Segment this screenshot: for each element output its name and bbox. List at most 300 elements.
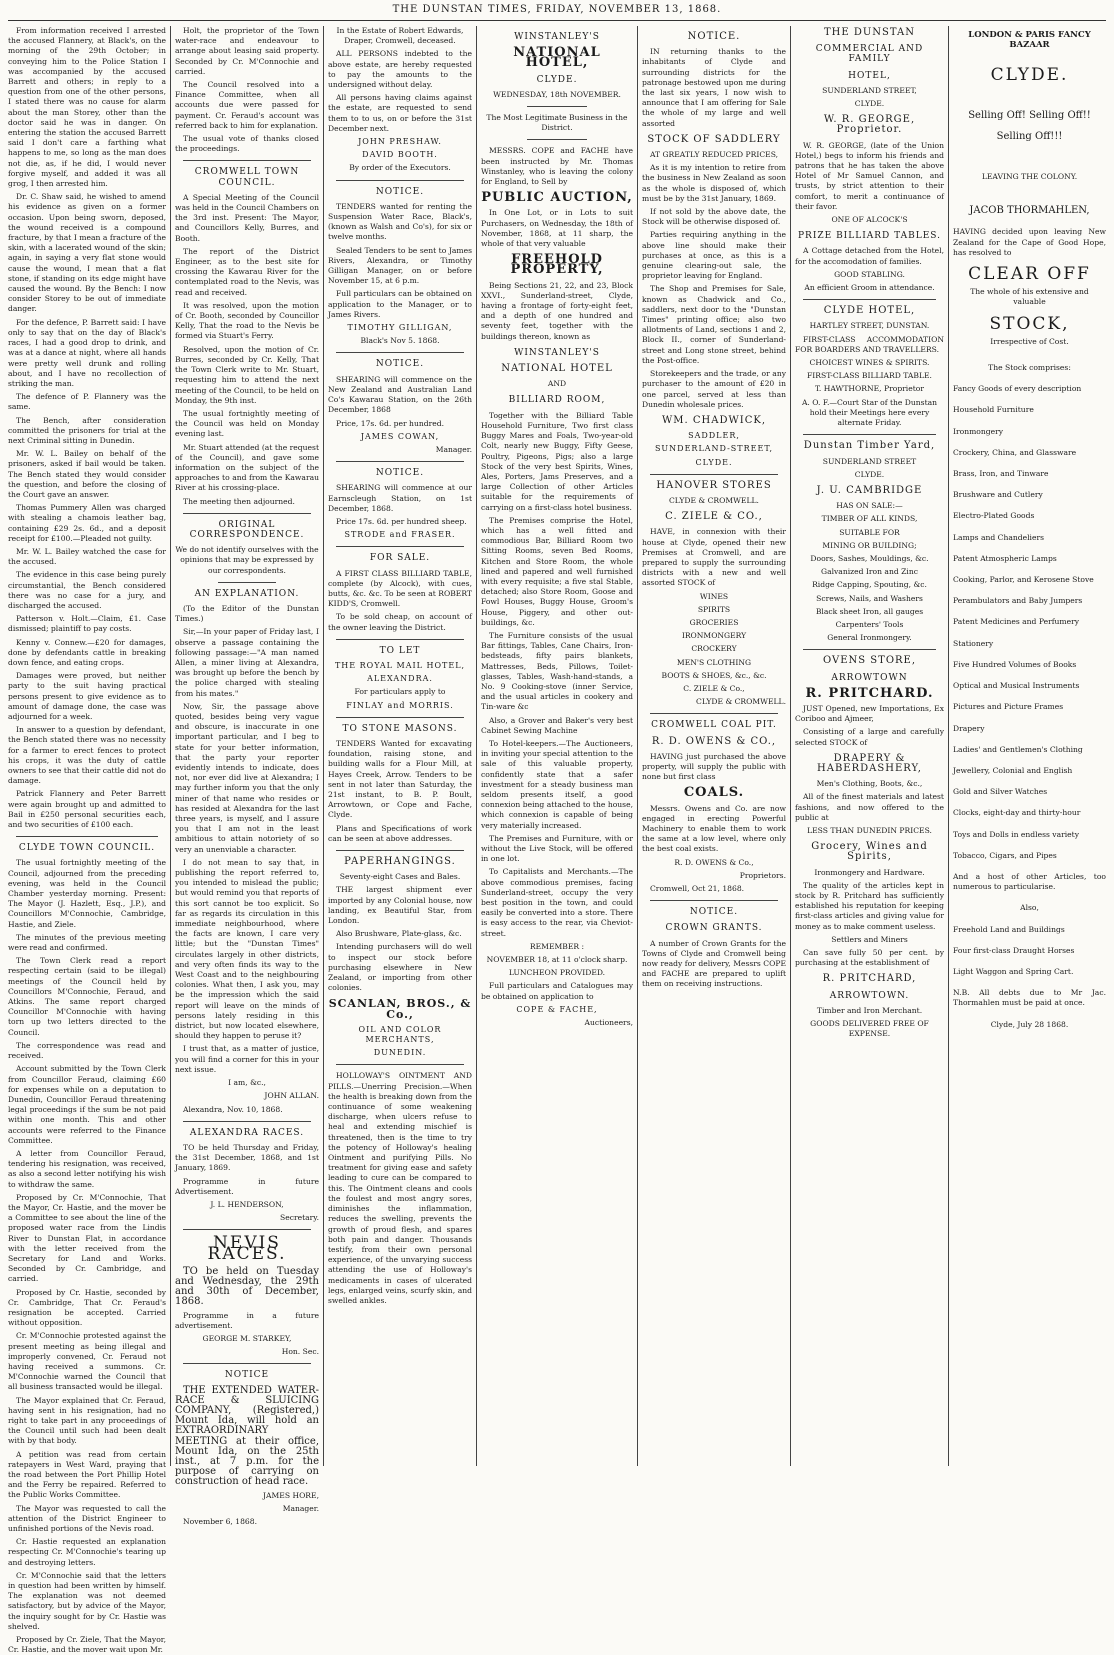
stock-item: BOOTS & SHOES, &c., &c. <box>661 670 767 680</box>
ad-title: Dunstan Timber Yard, <box>803 440 936 452</box>
divider <box>527 106 588 107</box>
ad-title: BILLIARD ROOM, <box>508 395 606 406</box>
stock-item: Toys and Dolls in endless variety <box>953 829 1079 839</box>
ad-text: Messrs. Owens and Co. are now engaged in erecting Powerful Machinery to enable them to work the same at a low level, where only the best coal exists. <box>642 803 786 854</box>
ad-title: LONDON & PARIS FANCY BAZAAR <box>968 30 1091 51</box>
stock-item: General Ironmongery. <box>827 633 912 643</box>
ad-signature: JACOB THORMAHLEN, <box>969 205 1090 217</box>
disclaimer: We do not identify ourselves with the opinions that may be expressed by our correspondents. <box>175 545 319 575</box>
news-paragraph: The minutes of the previous meeting were read and confirmed. <box>8 932 166 953</box>
stock-item: Freehold Land and Buildings <box>953 924 1065 934</box>
stock-item: IRONMONGERY <box>681 631 747 641</box>
ad-text: Full particulars and Catalogues may be obtained on application to <box>481 981 633 1001</box>
news-paragraph: Proposed by Cr. Hastie, seconded by Cr. Cambridge, That Cr. Feraud's resignation be accepted. Carried without opposition. <box>8 1287 166 1328</box>
ad-title: NOTICE. <box>375 186 425 197</box>
divider <box>650 900 778 901</box>
stock-item: Carpenters' Tools <box>835 619 904 629</box>
ad-text: SHEARING will commence on the New Zealand and Australian Land Co's Kawarau Station, on the 26th December, 1868 <box>328 374 472 415</box>
ad-title: NOTICE. <box>687 31 741 42</box>
ad-text: Plans and Specifications of work can be seen at above addresses. <box>328 823 472 843</box>
news-paragraph: A petition was read from certain ratepayers in West Ward, praying that the road between the Port Phillip Hotel and the Ferry be repaired. Referred to the Public Works Committee. <box>8 1449 166 1500</box>
ad-signature: Hon. Sec. <box>281 1347 319 1357</box>
news-paragraph: Mr. W. L. Bailey watched the case for the accused. <box>8 546 166 567</box>
stock-item: Household Furniture <box>953 405 1034 415</box>
ad-title: NOTICE. <box>689 907 739 918</box>
ad-text: CHOICEST WINES & SPIRITS. <box>809 358 930 368</box>
divider <box>336 639 464 640</box>
ad-signature: Auctioneers, <box>584 1018 633 1028</box>
ad-text: THE EXTENDED WATER-RACE & SLUICING COMPANY, (Registered,) Mount Ida, will hold an EXTRAORDINARY MEETING at their office, Mount Ida, on the 25th inst., at 7 p.m. for the purpose of carrying on construction of head race. <box>175 1384 319 1488</box>
ad-signature: R. D. OWENS & Co., <box>674 857 754 867</box>
divider <box>336 717 464 718</box>
stock-item: Gold and Silver Watches <box>953 787 1048 797</box>
stock-item: SPIRITS <box>697 604 731 614</box>
ad-title: STOCK OF SADDLERY <box>647 133 781 145</box>
ad-title: PRIZE BILLIARD TABLES. <box>798 231 941 242</box>
divider <box>183 1363 311 1364</box>
ad-subtitle: The Most Legitimate Business in the District. <box>486 113 628 133</box>
ad-text: SUITABLE FOR <box>839 527 900 537</box>
ad-title: COALS. <box>683 785 745 801</box>
news-paragraph: In answer to a question by defendant, the Bench stated there was no necessity for a farmer to erect fences to protect his crops, it was the duty of cattle owners to see that their cattle did not do damage. <box>8 725 166 786</box>
ad-title: PAPERHANGINGS. <box>344 856 456 867</box>
news-paragraph: From information received I arrested the accused Flannery, at Black's, on the morning of the 29th October; in conveying him to the Police Station I was accompanied by the accused Barrett and others; in reply to a question from one of the other persons, I stated there was no cause for alarm about the man Storey, other than the doctor said he was in danger. On entering the station the accused Barrett said I don't care a farthing what happens to me, so long as the man does not die, as, if he did, I would never forgive myself, and added it was all grog, I then arrested him. <box>8 26 166 189</box>
ad-signature: Proprietors. <box>739 870 786 880</box>
ad-signature: W. R. GEORGE, Proprietor. <box>823 114 916 136</box>
ad-signature: DAVID BOOTH. <box>362 150 438 160</box>
news-paragraph: For the defence, P. Barrett said: I have only to say that on the day of Black's races, I had a good drop to drink, and was at a dance at night, where all hands were pretty well drunk and rolling about, and I have no recollection of striking the man. <box>8 317 166 388</box>
ad-text: CLYDE. <box>695 457 733 467</box>
news-paragraph: Cr. Hastie requested an explanation respecting Cr. M'Connochie's tearing up and destroying letters. <box>8 1537 166 1567</box>
divider <box>183 160 311 161</box>
ad-heading: In the Estate of Robert Edwards, Draper, Cromwell, deceased. <box>336 26 464 46</box>
ad-text: CLYDE & CROMWELL. <box>669 495 759 505</box>
ad-text: SADDLER, <box>688 431 740 441</box>
ad-signature: C. ZIELE & CO., <box>665 511 763 523</box>
ad-text: Programme in a future advertisement. <box>175 1310 319 1330</box>
divider <box>336 352 464 353</box>
divider <box>336 850 464 851</box>
ad-signature: R. PRITCHARD. <box>805 685 934 701</box>
ad-date: Clyde, July 28 1868. <box>990 1019 1069 1029</box>
ad-text: IN returning thanks to the inhabitants of Clyde and surrounding districts for the patronage bestowed upon me during the last six years, I now wish to announce that I am offering for Sale the whole of my large and well assorted <box>642 47 786 128</box>
ad-text: To be sold cheap, on account of the owner leaving the District. <box>328 612 472 632</box>
column-3 <box>328 26 472 1466</box>
ad-signature: FINLAY and MORRIS. <box>346 700 454 710</box>
ad-text: Parties requiring anything in the above line should make their purchases at once, as this is a genuine clearing-out sale, the proprietor leaving for England. <box>642 230 786 281</box>
stock-item: Electro-Plated Goods <box>953 511 1035 521</box>
news-paragraph: A letter from Councillor Feraud, tendering his resignation, was received, as also a second letter notifying his wish to withdraw the same. <box>8 1148 166 1189</box>
news-paragraph: Account submitted by the Town Clerk from Councillor Feraud, claiming £60 for expenses while on a deputation to Dunedin, Councillor Feraud threatening legal proceedings if the sum be not paid within one month. This and other accounts were referred to the Finance Committee. <box>8 1064 166 1145</box>
ad-text: W. R. GEORGE, (late of the Union Hotel,) begs to inform his friends and patrons that he has taken the above Hotel of Mr Samuel Cannon, and trusts, by strict attention to their comfort, to merit a continuance of their favor. <box>795 140 944 211</box>
news-paragraph: Dr. C. Shaw said, he wished to amend his evidence as given on a former occasion. Upon being sworn, deposed, the wound received is a compound fracture, by that I mean a fracture of the skin, with a lacerated wound of the skin; again, in saying a very flat stone would cause the wound, I mean that a flat stone, if standing on its edge might have caused the wound. By the Bench: I now consider Storey to be out of immediate danger. <box>8 192 166 314</box>
ad-text: Together with the Billiard Table Household Furniture, Two first class Buggy Mares and Foals, Two-year-old Colt, nearly new Buggy, Fifty Geese, Poultry, Pigeons, Pigs; also a large Stock of the very best Spirits, Wines, Ales, Porters, Jams Preserves, and a large Collection of other Articles suitable for the requirements of carrying on a first-class hotel business. <box>481 410 633 512</box>
column-rule <box>637 26 638 1466</box>
ad-title: HOTEL, <box>848 70 891 81</box>
stock-item: Patent Medicines and Perfumery <box>953 617 1080 627</box>
news-paragraph: It was resolved, upon the motion of Cr. Booth, seconded by Councillor Kelly, That the road to the Nevis be formed via Stuart's Ferry. <box>175 300 319 341</box>
stock-item: Lamps and Chandeliers <box>953 532 1044 542</box>
news-paragraph: Damages were proved, but neither party to the suit having practical persons present to give evidence as to amount of damage done, the case was adjourned for a week. <box>8 671 166 721</box>
ad-place: CLYDE. <box>536 74 578 85</box>
ad-text: SUNDERLAND-STREET, <box>654 444 774 454</box>
stock-item: Black sheet Iron, all gauges <box>815 606 924 616</box>
divider <box>336 546 464 547</box>
letter-paragraph: I do not mean to say that, in publishing the report referred to, you intended to mislead the public; but would remind you that reports of this sort cannot be too explicit. So far as regards its circulation in this immediate neighbourhood, where the facts are known, I care very little; but the "Dunstan Times" circulates largely in other districts, and very often finds its way to the West Coast and to the neighbouring colonies. What then, I ask you, may be the impression which the said report will leave on the minds of persons lately residing in this district, but now located elsewhere, should they happen to peruse it? <box>175 857 319 1041</box>
ad-date: Black's Nov 5. 1868. <box>360 336 440 346</box>
ad-signature: STRODE and FRASER. <box>344 530 456 540</box>
ad-text: For particulars apply to <box>354 687 446 697</box>
ad-title: THE DUNSTAN <box>823 27 915 38</box>
ad-text: Can save fully 50 per cent. by purchasing at the establishment of <box>795 948 944 968</box>
ad-text: Settlers and Miners <box>831 934 908 944</box>
section-heading: ORIGINAL CORRESPONDENCE. <box>189 519 305 540</box>
news-paragraph: Resolved, upon the motion of Cr. Burres, seconded by Cr. Kelly, That the Town Clerk write to Mr. Stuart, requesting him to attend the next meeting of the Council, to be held on Monday, the 9th inst. <box>175 344 319 405</box>
news-paragraph: The Bench, after consideration committed the prisoners for trial at the next Criminal sitting in Dunedin. <box>8 415 166 445</box>
news-paragraph: The Mayor was requested to call the attention of the District Engineer to unfinished portions of the Nevis road. <box>8 1503 166 1534</box>
ad-text: And a host of other Articles, too numerous to particularise. <box>953 871 1106 892</box>
divider <box>803 649 936 650</box>
ad-text: THE largest shipment ever imported by any Colonial house, now landing, ex Beautiful Star, from London. <box>328 885 472 926</box>
stock-item: GROCERIES <box>689 617 739 627</box>
ad-date: WEDNESDAY, 18th NOVEMBER. <box>493 89 621 99</box>
stock-item: Ironmongery <box>953 426 1004 436</box>
news-paragraph: Mr. W. L. Bailey on behalf of the prisoners, asked if bail would be taken. The Bench stated they would consider the question, and before the closing of the Court gave an answer. <box>8 449 166 499</box>
ad-text: The Premises and Furniture, with or without the Live Stock, will be offered in one lot. <box>481 833 633 864</box>
letter-signature: JOHN ALLAN. <box>264 1091 319 1101</box>
ad-text: NOVEMBER 18, at 11 o'clock sharp. <box>486 955 628 965</box>
ad-text: A FIRST CLASS BILLIARD TABLE, complete (by Alcock), with cues, butts, &c. &c. To be seen at ROBERT KIDD'S, Cromwell. <box>328 568 472 609</box>
divider <box>183 1121 311 1122</box>
letter-closing: I am, &c., <box>228 1078 266 1088</box>
stock-item: Brass, Iron, and Tinware <box>953 469 1049 479</box>
stock-item: Jewellery, Colonial and English <box>953 765 1073 775</box>
ad-text: In One Lot, or in Lots to suit Purchasers, on Wednesday, the 18th of November, 1868, at 11 sharp, the whole of that very valuable <box>481 208 633 249</box>
ad-text: All persons having claims against the estate, are requested to send them to to us, on or before the 31st December next. <box>328 93 472 133</box>
ad-signature: WM. CHADWICK, <box>661 414 766 426</box>
ad-text: The quality of the articles kept in stock by R. Pritchard has sufficiently established his reputation for keeping first-class articles and giving value for money as to make comment useless. <box>795 880 944 931</box>
ad-text: ALL PERSONS indebted to the above estate, are hereby requested to pay the amounts to the undersigned without delay. <box>328 49 472 90</box>
column-rule <box>170 26 171 1466</box>
news-paragraph: Thomas Pummery Allen was charged with stealing a chamois leather bag, containing £29 2s. 6d., and a deposit receipt for £100.—Pleaded not guilty. <box>8 503 166 543</box>
ad-text: TENDERS wanted for renting the Suspension Water Race, Black's, (known as Walsh and Co's), for six or twelve months. <box>328 201 472 242</box>
letter-paragraph: Now, Sir, the passage above quoted, besides being very vague and obscure, is inaccurate in one important particular, and I beg to state for your better information, that the party your reporter evidently intends to indicate, does not, nor ever did live at Alexandra; I may further inform you that the only miner of that name who resides or has resided at Alexandra for the last three years, is myself, and I assure you that I am not in the least ambitious to attain notoriety of so very an unenviable a character. <box>175 701 319 854</box>
column-1 <box>8 26 166 1655</box>
ad-text: The Shop and Premises for Sale, known as Chadwick and Co., saddlers, next door to the "Dunstan Times" printing office; also two allotments of Land, sections 1 and 2, Block II., corner of Sunderland-street and Long stone street, behind the Post-office. <box>642 284 786 365</box>
ad-title: NEVIS RACES. <box>207 1233 287 1264</box>
ad-text: GOODS DELIVERED FREE OF EXPENSE. <box>810 1019 929 1039</box>
ad-text: HAS ON SALE:— <box>836 501 903 511</box>
stock-item: Screws, Nails, and Washers <box>816 593 923 603</box>
ad-signature: JAMES HORE, <box>263 1490 319 1500</box>
ad-title: NOTICE. <box>375 468 425 479</box>
ad-text: Timber and Iron Merchant. <box>816 1005 923 1015</box>
stock-item: Optical and Musical Instruments <box>953 681 1080 691</box>
letter-dateline: Alexandra, Nov. 10, 1868. <box>183 1104 283 1114</box>
ad-signature: R. D. OWENS & CO., <box>651 735 777 747</box>
ad-signature: T. HAWTHORNE, Proprietor <box>814 384 924 394</box>
ad-title: CLYDE. <box>990 65 1069 86</box>
ad-title: Grocery, Wines and Spirits, <box>811 841 928 863</box>
section-heading: AN EXPLANATION. <box>194 588 300 599</box>
ad-text: Also Brushware, Plate-glass, &c. <box>336 929 462 939</box>
news-paragraph: A Special Meeting of the Council was held in the Council Chambers on the 3rd inst. Present: The Mayor, and Councillors Kelly, Burres, and Booth. <box>175 192 319 243</box>
ad-text: TO be held Thursday and Friday, the 31st December, 1868, and 1st January, 1869. <box>175 1142 319 1173</box>
ad-text: HOLLOWAY'S OINTMENT AND PILLS.—Unerring Precision.—When the health is breaking down from the continuance of some weakening discharge, when ulcers refuse to heal and extending mischief is threatened, then is the time to try the potency of Holloway's healing Ointment and purifying Pills. No treatment for giving ease and safety leading to cure can be compared to this. The Ointment cleans and cools the foulest and most angry sores, diminishes the inflammation, reduces the swelling, prevents the growth of proud flesh, and spares both pain and danger. Thousands testify, from their own personal experience, of the unvarying success attending the use of Holloway's medicaments in cases of ulcerated legs, enlarged veins, scurfy skin, and swelled ankles. <box>328 1071 472 1305</box>
ad-signature: CLYDE & CROMWELL. <box>696 697 786 707</box>
ad-title: WINSTANLEY'S <box>514 347 600 358</box>
ad-text: TO be held on Tuesday and Wednesday, the 29th and 30th of December, 1868. <box>175 1265 319 1308</box>
ad-text: HAVING decided upon leaving New Zealand for the Cape of Good Hope, has resolved to <box>953 227 1106 257</box>
divider <box>803 434 936 435</box>
news-paragraph: The report of the District Engineer, as to the best site for crossing the Kawarau River for the contemplated road to the Nevis, was read and received. <box>175 246 319 297</box>
divider <box>650 713 778 714</box>
ad-title: NATIONAL HOTEL <box>501 363 613 375</box>
ad-signature: Manager. <box>435 444 472 454</box>
ad-title: CROMWELL COAL PIT. <box>651 720 777 731</box>
header-rule <box>8 20 1106 21</box>
section-heading: CROMWELL TOWN COUNCIL. <box>194 167 300 188</box>
divider <box>336 1064 464 1065</box>
ad-text: Storekeepers and the trade, or any purchaser to the amount of £20 in one parcel, served at less than Dunedin wholesale prices. <box>642 369 786 409</box>
ad-text: Also, a Grover and Baker's very best Cabinet Sewing Machine <box>481 715 633 735</box>
ad-text: To Hotel-keepers.—The Auctioneers, in inviting your special attention to the sale of this valuable property, confidently state that a safer investment for a steady business man seldom presents itself, a good connexion being attached to the house, which connexion is capable of being very materially increased. <box>481 738 633 830</box>
ad-text: FIRST-CLASS ACCOMMODATION FOR BOARDERS AND TRAVELLERS. <box>795 334 944 354</box>
ad-title: FOR SALE. <box>369 553 431 564</box>
ad-title: CLEAR OFF <box>968 264 1091 285</box>
stock-item: Pictures and Picture Frames <box>953 702 1064 712</box>
news-paragraph: The defence of P. Flannery was the same. <box>8 392 166 412</box>
ad-title: OVENS STORE, <box>822 655 917 667</box>
ad-text: AND <box>547 379 567 389</box>
stock-item: MEN'S CLOTHING <box>676 657 752 667</box>
ad-text: Intending purchasers will do well to inspect our stock before purchasing elsewhere in New Zealand, or importing from other colonies. <box>328 942 472 993</box>
ad-text: Ironmongery and Hardware. <box>814 867 925 877</box>
stock-item: Five Hundred Volumes of Books <box>953 659 1077 669</box>
ad-title: CLYDE HOTEL, <box>823 305 916 317</box>
divider <box>650 474 778 475</box>
ad-title: PUBLIC AUCTION, <box>481 190 633 206</box>
ad-text: ALEXANDRA. <box>367 674 433 684</box>
ad-title: Selling Off! Selling Off!! <box>968 109 1091 121</box>
ad-title: TO STONE MASONS. <box>342 723 458 734</box>
ad-text: Full particulars can be obtained on application to the Manager, or to James Rivers. <box>328 289 472 319</box>
news-paragraph: Mr. Stuart attended (at the request of the Council), and gave some information on the subject of the approaches to and from the Kawarau River at his crossing-place. <box>175 442 319 493</box>
news-paragraph: Cr. M'Connochie protested against the present meeting as being illegal and improperly convened, Cr. Feraud not having received a summons. Cr. M'Connochie warned the Council that all business transacted would be illegal. <box>8 1331 166 1392</box>
stock-item: Clocks, eight-day and thirty-hour <box>953 808 1081 818</box>
ad-text: N.B. All debts due to Mr Jac. Thormahlen must be paid at once. <box>953 988 1106 1008</box>
stock-item: WINES <box>699 591 729 601</box>
column-6 <box>795 26 944 1466</box>
news-paragraph: Patterson v. Holt.—Claim, £1. Case dismissed; plaintiff to pay costs. <box>8 614 166 634</box>
ad-text: THE ROYAL MAIL HOTEL, <box>334 660 466 670</box>
ad-title: ARROWTOWN. <box>829 990 910 1001</box>
news-paragraph: Kenny v. Connew.—£20 for damages, done by defendants cattle in breaking down fence, and eating crops. <box>8 637 166 667</box>
ad-text: LESS THAN DUNEDIN PRICES. <box>807 825 932 835</box>
ad-text: Sealed Tenders to be sent to James Rivers, Alexandra, or Timothy Gilligan Manager, on or before November 15, at 6 p.m. <box>328 245 472 286</box>
ad-text: MINING OR BUILDING; <box>822 540 917 550</box>
news-paragraph: Cr. M'Connochie said that the letters in question had been written by himself. The explanation was not deemed satisfactory, but by advice of the Mayor, the inquiry sought for by Cr. Hastie was shelved. <box>8 1570 166 1631</box>
news-paragraph: The usual fortnightly meeting of the Council was held on Monday evening last. <box>175 408 319 439</box>
stock-item: Crockery, China, and Glassware <box>953 447 1077 457</box>
section-heading: CLYDE TOWN COUNCIL. <box>18 843 156 854</box>
column-2 <box>175 26 319 1526</box>
ad-signature: JOHN PRESHAW. <box>358 137 442 147</box>
stock-item: Perambulators and Baby Jumpers <box>953 596 1083 606</box>
ad-text: The Premises comprise the Hotel, which has a well fitted and commodious Bar, Billiard Room two Sitting Rooms, seven Bed Rooms, Kitchen and Store Room, the whole lined and papered and well furnished with every requisite; a five stal Stable, detached; also Store Room, Goose and Fowl Houses, Buggy House, Groom's House, Piggery, and other out-buildings, &c. <box>481 515 633 627</box>
stock-item: Brushware and Cutlery <box>953 490 1043 500</box>
masthead: THE DUNSTAN TIMES, FRIDAY, NOVEMBER 13, 1868. <box>392 4 722 15</box>
ad-text: Price, 17s. 6d. per hundred. <box>336 418 444 428</box>
ad-signature: C. ZIELE & Co., <box>683 683 745 693</box>
ad-text: If not sold by the above date, the Stock will be otherwise disposed of. <box>642 207 786 227</box>
ad-text: Men's Clothing, Boots, &c., <box>816 779 923 789</box>
ad-text: Being Sections 21, 22, and 23, Block XXVI., Sunderland-street, Clyde, having a frontage of forty-eight feet, and a depth of one hundred and seventy feet, together with the buildings thereon, known as <box>481 280 633 341</box>
ad-title: HANOVER STORES <box>656 479 772 491</box>
ad-text: As it is my intention to retire from the business in New Zealand as soon as the whole is disposed of, which must be by the 31st January, 1869. <box>642 163 786 203</box>
ad-text: GOOD STABLING. <box>834 269 905 279</box>
ad-text: LEAVING THE COLONY. <box>981 172 1078 182</box>
letter-paragraph: I trust that, as a matter of justice, you will find a corner for this in your next issue. <box>175 1044 319 1074</box>
ad-text: SUNDERLAND STREET <box>822 456 917 466</box>
ad-text: Consisting of a large and carefully selected STOCK of <box>795 727 944 747</box>
column-rule <box>948 26 949 1466</box>
ad-text: HAVING just purchased the above property, will supply the public with none but first class <box>642 751 786 782</box>
stock-item: Tobacco, Cigars, and Pipes <box>953 850 1057 860</box>
stock-item: Patent Atmospheric Lamps <box>953 553 1057 563</box>
ad-signature: J. U. CAMBRIDGE <box>816 484 923 496</box>
news-paragraph: Proposed by Cr. Ziele, That the Mayor, Cr. Hastie, and the mover wait upon Mr. <box>8 1635 166 1655</box>
ad-signature: DUNEDIN. <box>373 1048 427 1058</box>
ad-text: An efficient Groom in attendance. <box>804 283 935 293</box>
ad-signature: Secretary. <box>280 1213 319 1223</box>
ad-text: TIMBER OF ALL KINDS, <box>821 514 918 524</box>
ad-text: JUST Opened, new Importations, Ex Coriboo and Ajmeer, <box>795 703 944 724</box>
news-paragraph: The Mayor explained that Cr. Feraud, having sent in his resignation, had no right to take part in any proceedings of the Council until such had been dealt with by that body. <box>8 1395 166 1446</box>
ad-signature: SCANLAN, BROS., & Co., <box>328 997 472 1021</box>
column-rule <box>476 26 477 1466</box>
news-paragraph: Patrick Flannery and Peter Barrett were again brought up and admitted to Bail in £250 personal securities each, and two securities of £100 each. <box>8 789 166 830</box>
ad-date: Cromwell, Oct 21, 1868. <box>650 884 745 894</box>
column-5 <box>642 26 786 1466</box>
stock-item: Fancy Goods of every description <box>953 384 1082 394</box>
stock-item: Four first-class Draught Horses <box>953 945 1075 955</box>
ad-text: A number of Crown Grants for the Towns of Clyde and Cromwell being now ready for delivery, Messrs COPE and FACHE are prepared to uplift them on receiving instructions. <box>642 938 786 989</box>
ad-text: REMEMBER : <box>529 941 585 951</box>
stock-item: Cooking, Parlor, and Kerosene Stove <box>953 575 1094 585</box>
column-4 <box>481 26 633 1466</box>
ad-signature: GEORGE M. STARKEY, <box>202 1333 292 1343</box>
ad-text: The Stock comprises: <box>988 363 1071 373</box>
ad-title: WINSTANLEY'S <box>514 32 600 42</box>
divider <box>336 461 464 462</box>
divider <box>183 1229 311 1230</box>
news-paragraph: Proposed by Cr. M'Connochie, That the Mayor, Cr. Hastie, and the mover be a Committee to see about the line of the proposed water race from the Lindis River to Dunstan Flat, in accordance with the letter received from the Secretary for Land and Works. Seconded by Cr. Cambridge, and carried. <box>8 1192 166 1284</box>
ad-text: CLYDE. <box>854 99 885 109</box>
ad-text: SHEARING will commence at our Earnscleugh Station, on 1st December, 1868. <box>328 483 472 513</box>
divider <box>336 180 464 181</box>
ad-title: CROWN GRANTS. <box>665 923 763 934</box>
ad-signature: Manager. <box>282 1503 319 1513</box>
column-7 <box>953 26 1106 1466</box>
ad-signature: JAMES COWAN, <box>360 431 440 441</box>
news-paragraph: The usual fortnightly meeting of the Council, adjourned from the preceding evening, was held in the Council Chamber yesterday morning. Present: The Mayor (J. Hazlett, Esq., J.P.), and Councillors M'Connochie, Cambridge, Hastie, and Ziele. <box>8 858 166 929</box>
ad-text: HAVE, in connexion with their house at Clyde, opened their new Premises at Cromwell, and are prepared to supply the surrounding districts with a new and well assorted STOCK of <box>642 527 786 588</box>
ad-text: MESSRS. COPE and FACHE have been instructed by Mr. Thomas Winstanley, who is leaving the colony for England, to Sell by <box>481 146 633 187</box>
ad-title: ARROWTOWN <box>831 672 908 683</box>
ad-signature: COPE & FACHE, <box>516 1004 598 1014</box>
stock-item: Drapery <box>953 723 985 733</box>
ad-text: HARTLEY STREET, DUNSTAN. <box>809 321 930 331</box>
letter-paragraph: (To the Editor of the Dunstan Times.) <box>175 603 319 624</box>
ad-text: LUNCHEON PROVIDED. <box>508 968 606 978</box>
news-paragraph: The evidence in this case being purely circumstantial, the Bench considered there was no case for a jury, and discharged the accused. <box>8 570 166 610</box>
ad-text: To Capitalists and Merchants.—The above commodious premises, facing Sunderland-street, occupy the very best position in the town, and could easily be converted into a store. There is easy access to the rear, via Cheviot-street. <box>481 867 633 938</box>
divider <box>803 299 936 300</box>
divider <box>527 139 588 140</box>
ad-title: TO LET <box>379 645 421 656</box>
ad-text: Also, <box>1020 903 1039 913</box>
news-paragraph: The correspondence was read and received. <box>8 1040 166 1061</box>
ad-title: DRAPERY & HABERDASHERY, <box>817 752 922 774</box>
ad-title: NOTICE. <box>375 359 425 370</box>
ad-text: ONE OF ALCOCK'S <box>831 215 908 225</box>
divider <box>16 836 158 837</box>
ad-text: The Furniture consists of the usual Bar fittings, Tables, Cane Chairs, Iron-bedsteads, fifty pairs blankets, Mattresses, Beds, Pillows, Toilet-glasses, Tables, Wash-hand-stands, a No. 9 Cooking-stove (inner Service, and the usual articles in cookery and Tin-ware &c <box>481 630 633 712</box>
ad-text: Irrespective of Cost. <box>990 336 1069 346</box>
ad-text: FIRST-CLASS BILLIARD TABLE. <box>807 371 932 381</box>
ad-signature: By order of the Executors. <box>349 163 451 173</box>
news-paragraph: The usual vote of thanks closed the proceedings. <box>175 134 319 154</box>
ad-signature: TIMOTHY GILLIGAN, <box>347 323 453 333</box>
ad-title: Selling Off!!! <box>996 130 1063 142</box>
news-paragraph: The meeting then adjourned. <box>183 496 295 506</box>
stock-item: Doors, Sashes, Mouldings, &c. <box>810 553 929 563</box>
news-paragraph: The Town Clerk read a report respecting certain (said to be illegal) meetings of the Council held by Councillors M'Connochie, Feraud, and Atkins. The same report charged Councillor M'Connochie with having torn up two letters directed to the Council. <box>8 956 166 1037</box>
news-paragraph: The Council resolved into a Finance Committee, when all accounts due were passed for payment. Cr. Feraud's account was referred back to him for explanation. <box>175 80 319 130</box>
ad-text: SUNDERLAND STREET, <box>822 85 917 95</box>
ad-signature: OIL AND COLOR MERCHANTS, <box>358 1024 442 1045</box>
stock-item: CROCKERY <box>691 644 737 654</box>
letter-paragraph: Sir,—In your paper of Friday last, I observe a passage containing the following passage:—"A man named Allen, a miner living at Alexandra, was brought up before the bench by the police charged with stealing from his mates." <box>175 627 319 698</box>
ad-text: All of the finest materials and latest fashions, and now offered to the public at <box>795 792 944 822</box>
ad-title: COMMERCIAL AND FAMILY <box>815 44 924 65</box>
ad-title: NATIONAL HOTEL, <box>513 45 601 71</box>
ad-text: A. O. F.—Court Star of the Dunstan hold their Meetings here every alternate Friday. <box>801 397 938 428</box>
ad-text: TENDERS Wanted for excavating foundation, raising stone, and building walls for a Flour Mill, at Hayes Creek, Arrow. Tenders to be sent in not later than Saturday, the 21st instant, to B. P. Boult, Arrowtown, or Cope and Fache, Clyde. <box>328 738 472 820</box>
news-paragraph: Holt, the proprietor of the Town water-race and endeavour to arrange about leasing said property. Seconded by Cr. M'Connochie and carried. <box>175 26 319 76</box>
stock-item: Ridge Capping, Spouting, &c. <box>812 580 927 590</box>
ad-title: STOCK, <box>989 313 1070 334</box>
ad-title: FREEHOLD PROPERTY, <box>510 252 604 278</box>
ad-text: A Cottage detached from the Hotel, for the accomodation of families. <box>795 246 944 266</box>
divider <box>183 513 311 514</box>
stock-item: Light Waggon and Spring Cart. <box>953 966 1074 976</box>
ad-text: AT GREATLY REDUCED PRICES, <box>649 150 779 160</box>
column-rule <box>323 26 324 1466</box>
stock-item: Stationery <box>953 638 994 648</box>
ad-title: NOTICE <box>224 1370 270 1381</box>
ad-signature: R. PRITCHARD, <box>822 973 917 985</box>
ad-date: November 6, 1868. <box>183 1517 257 1526</box>
stock-item: Galvanized Iron and Zinc <box>821 567 918 577</box>
ad-subtitle: Seventy-eight Cases and Bales. <box>339 872 461 882</box>
ad-text: Price 17s. 6d. per hundred sheep. <box>336 516 467 526</box>
stock-item: Ladies' and Gentlemen's Clothing <box>953 744 1083 754</box>
ad-text: CLYDE. <box>854 469 885 479</box>
column-rule <box>790 26 791 1466</box>
ad-signature: J. L. HENDERSON, <box>210 1199 284 1209</box>
